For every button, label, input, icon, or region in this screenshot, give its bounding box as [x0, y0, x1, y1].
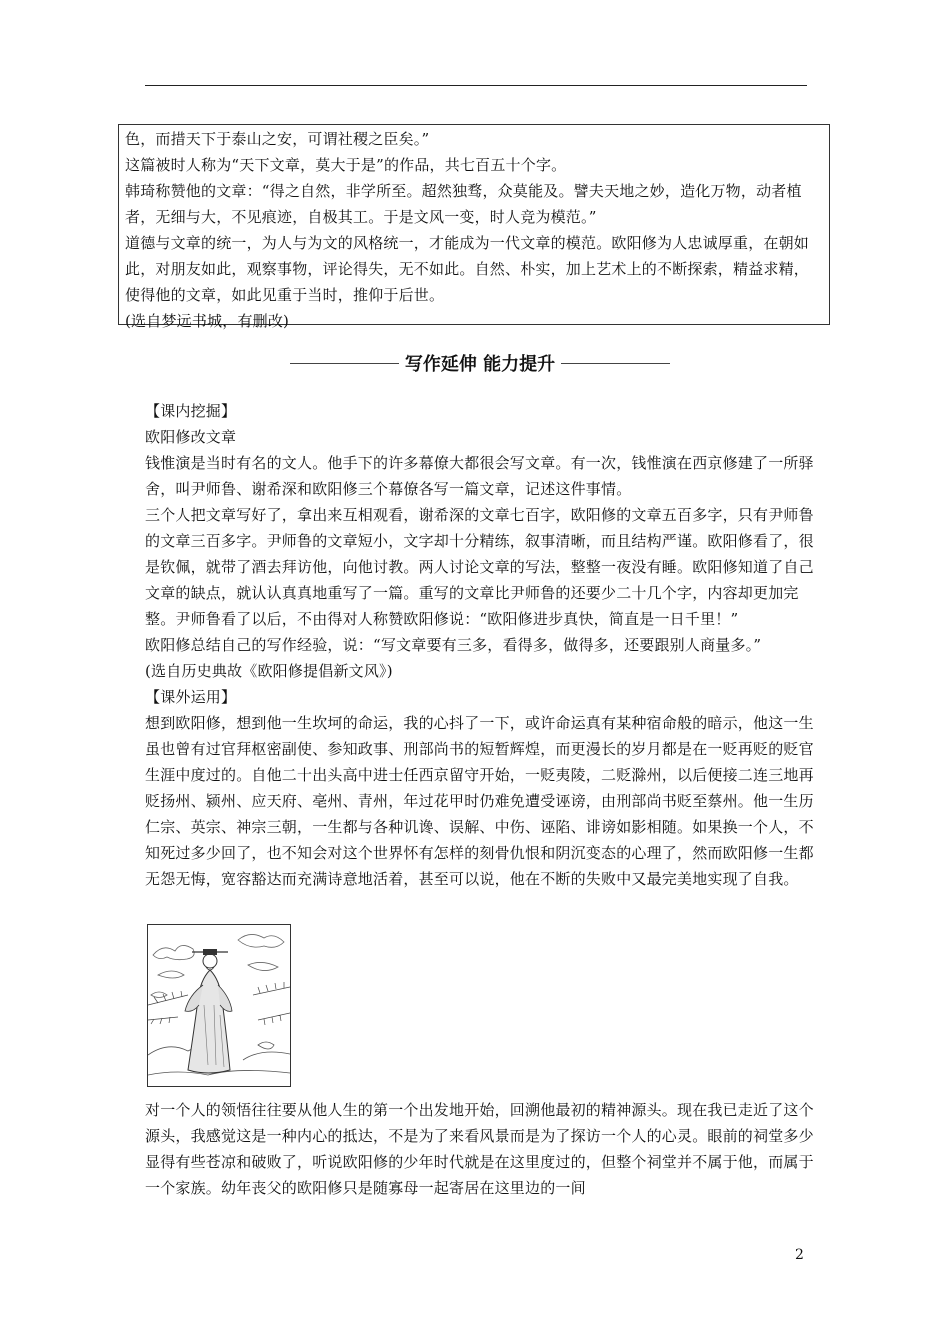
subsection-label: 【课内挖掘】	[145, 402, 237, 420]
excerpt-paragraph: 道德与文章的统一，为人与为文的风格统一，才能成为一代文章的模范。欧阳修为人忠诚厚重，在朝如此，对朋友如此，观察事物，评论得失，无不如此。自然、朴实，加上艺术上的不断探索，精益求精，使得他的文章，如此见重于当时，推仰于后世。	[125, 234, 810, 304]
body-paragraph: 钱惟演是当时有名的文人。他手下的许多幕僚大都很会写文章。有一次，钱惟演在西京修建了一所驿舍，叫尹师鲁、谢希深和欧阳修三个幕僚各写一篇文章，记述这件事情。	[145, 454, 814, 498]
subsection-label: 【课外运用】	[145, 688, 237, 706]
section-heading	[290, 349, 670, 377]
excerpt-paragraph: 韩琦称赞他的文章：“得之自然，非学所至。超然独骛，众莫能及。譬夫天地之妙，造化万物，动者植者，无细与大，不见痕迹，自极其工。于是文风一变，时人竞为模范。”	[125, 182, 802, 226]
section-title: 写作延伸 能力提升	[404, 354, 556, 375]
section-rule-left	[290, 363, 399, 364]
body-paragraph: 想到欧阳修，想到他一生坎坷的命运，我的心抖了一下，或许命运真有某种宿命般的暗示，他这一生虽也曾有过官拜枢密副使、参知政事、刑部尚书的短暂辉煌，而更漫长的岁月都是在一贬再贬的贬官生涯中度过的。自他二十出头高中进士任西京留守开始，一贬夷陵，二贬滁州，以后便接二连三地再贬扬州、颍州、应天府、亳州、青州，年过花甲时仍难免遭受诬谤，由刑部尚书贬至蔡州。他一生历仁宗、英宗、神宗三朝，一生都与各种讥谗、误解、中伤、诬陷、诽谤如影相随。如果换一个人，不知死过多少回了，也不知会对这个世界怀有怎样的刻骨仇恨和阴沉变态的心理了，然而欧阳修一生都无怨无悔，宽容豁达而充满诗意地活着，甚至可以说，他在不断的失败中又最完美地实现了自我。	[145, 714, 814, 888]
page-number: 2	[795, 1247, 804, 1263]
excerpt-source: (选自梦远书城，有删改)	[125, 312, 290, 330]
section-rule-right	[561, 363, 670, 364]
figure-drawing	[148, 925, 290, 1086]
story-title: 欧阳修改文章	[145, 428, 237, 446]
excerpt-paragraph: 这篇被时人称为“天下文章，莫大于是”的作品，共七百五十个字。	[125, 156, 567, 174]
excerpt-box	[118, 124, 830, 330]
header-rule	[145, 85, 807, 86]
ouyang-xiu-illustration	[147, 924, 291, 1087]
excerpt-paragraph: 色，而措天下于泰山之安，可谓社稷之臣矣。”	[125, 130, 430, 148]
body-paragraph: 对一个人的领悟往往要从他人生的第一个出发地开始，回溯他最初的精神源头。现在我已走近了这个源头，我感觉这是一种内心的抵达，不是为了来看风景而是为了探访一个人的心灵。眼前的祠堂多少显得有些苍凉和破败了，听说欧阳修的少年时代就是在这里度过的，但整个祠堂并不属于他，而属于一个家族。幼年丧父的欧阳修只是随寡母一起寄居在这里边的一间	[145, 1101, 814, 1197]
story-source: (选自历史典故《欧阳修提倡新文风》)	[145, 662, 393, 680]
body-paragraph: 三个人把文章写好了，拿出来互相观看，谢希深的文章七百字，欧阳修的文章五百多字，只有尹师鲁的文章三百多字。尹师鲁的文章短小，文字却十分精练，叙事清晰，而且结构严谨。欧阳修看了，很是钦佩，就带了酒去拜访他，向他讨教。两人讨论文章的写法，整整一夜没有睡。欧阳修知道了自己文章的缺点，就认认真真地重写了一篇。重写的文章比尹师鲁的还要少二十几个字，内容却更加完整。尹师鲁看了以后，不由得对人称赞欧阳修说：“欧阳修进步真快，简直是一日千里！”	[145, 506, 814, 628]
continuation-text	[145, 1097, 815, 1201]
main-text	[145, 398, 815, 892]
body-paragraph: 欧阳修总结自己的写作经验，说：“写文章要有三多，看得多，做得多，还要跟别人商量多。”	[145, 636, 762, 654]
